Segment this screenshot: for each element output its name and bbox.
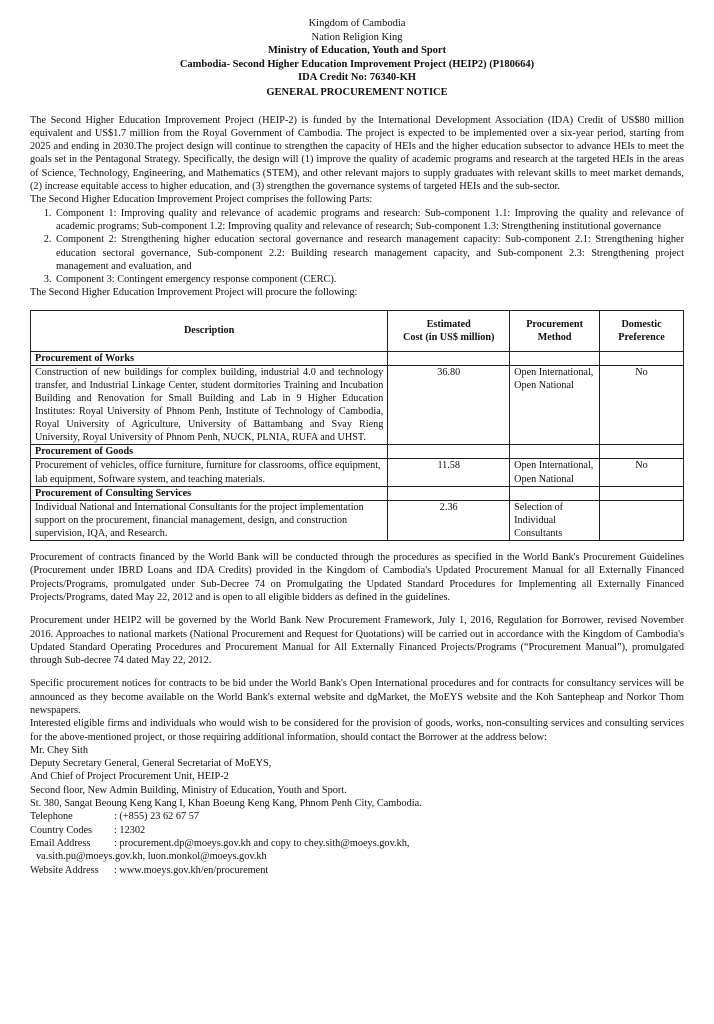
list-item: 1. Component 1: Improving quality and relevance of academic programs and research: Sub-component 1.1: Improving the quality and relevance of academic programs; Sub-component 1.2: Improving quality and relevance of research; Sub-component 1.3: Strengthening institutional governance <box>54 207 684 234</box>
specific-notices-paragraph: Specific procurement notices for contracts to be bid under the World Bank's Open International procedures and for contracts for consultancy services will be announced as they become available on the World Bank's external website and dgMarket, the MoEYS website and the Koh Santepheap and Norkor Thom newspapers. <box>30 678 684 716</box>
contact-website: Website Address : www.moeys.gov.kh/en/procurement <box>30 864 269 876</box>
section-row-consulting <box>31 486 684 500</box>
interested-paragraph: Interested eligible firms and individuals who would wish to be considered for the provision of goods, works, non-consulting services and consulting services for the above-mentioned project, or those requiring additional information, should contact the Borrower at the address below: <box>30 718 684 743</box>
col-header-preference: Domestic Preference <box>600 310 684 351</box>
page-title: GENERAL PROCUREMENT NOTICE <box>266 86 448 98</box>
parts-list <box>30 207 684 287</box>
world-bank-paragraph: Procurement of contracts financed by the World Bank will be conducted through the procedures as specified in the World Bank's Procurement Guidelines (Procurement under IBRD Loans and IDA Credits) provided in the Kingdom of Cambodia's Updated Procurement Manual for all Externally Financed Projects/Programs, promulgated under Sub-Decree 74 on Promulgating the Updated Standard Procedures for Implementing all Externally Financed Projects/Programs, dated May 22, 2012 and is open to all eligible bidders as defined in the guidelines. <box>30 552 684 603</box>
row-description: Procurement of vehicles, office furniture, furniture for classrooms, office equipment, lab equipment, Software system, and teaching materials. <box>31 459 388 486</box>
ministry-line: Ministry of Education, Youth and Sport <box>267 45 447 57</box>
contact-email: Email Address : procurement.dp@moeys.gov.kh and copy to chey.sith@moeys.gov.kh, <box>30 837 410 849</box>
contact-telephone: Telephone : (+855) 23 62 67 57 <box>30 811 200 823</box>
row-method: Selection of Individual Consultants <box>510 500 600 540</box>
table-row <box>31 365 684 445</box>
row-description: Individual National and International Consultants for the project implementation support on the procurement, financial management, design, and construction supervision, IQA, and Research. <box>31 500 388 540</box>
contact-title: And Chief of Project Procurement Unit, HEIP-2 <box>30 771 229 783</box>
contact-email-continued: va.sith.pu@moeys.gov.kh, luon.monkol@moeys.gov.kh <box>36 851 267 863</box>
motto-line: Nation Religion King <box>311 31 403 43</box>
contact-address: Second floor, New Admin Building, Ministry of Education, Youth and Sport. <box>30 784 347 796</box>
contact-block <box>30 744 684 877</box>
row-method: Open International, Open National <box>510 459 600 486</box>
parts-intro: The Second Higher Education Improvement Project comprises the following Parts: <box>30 194 373 206</box>
row-preference: No <box>600 459 684 486</box>
notice-document <box>30 17 684 877</box>
row-cost: 36.80 <box>388 365 510 445</box>
section-title: Procurement of Consulting Services <box>31 486 388 500</box>
list-item: 3. Component 3: Contingent emergency response component (CERC). <box>54 273 684 286</box>
project-line: Cambodia- Second Higher Education Improvement Project (HEIP2) (P180664) <box>179 58 535 70</box>
row-cost: 2.36 <box>388 500 510 540</box>
contact-title: Deputy Secretary General, General Secretariat of MoEYS, <box>30 758 272 770</box>
table-row <box>31 500 684 540</box>
contact-country-code: Country Codes : 12302 <box>30 824 146 836</box>
row-cost: 11.58 <box>388 459 510 486</box>
contact-address: St. 380, Sangat Beoung Keng Kang I, Khan Boeung Keng Kang, Phnom Penh City, Cambodia. <box>30 798 422 810</box>
credit-line: IDA Credit No: 76340-KH <box>298 72 416 84</box>
row-preference: No <box>600 365 684 445</box>
section-row-works <box>31 351 684 365</box>
kingdom-line: Kingdom of Cambodia <box>308 18 406 29</box>
table-header-row <box>31 310 684 351</box>
row-preference <box>600 500 684 540</box>
notice-header <box>30 17 684 100</box>
table-row <box>31 459 684 486</box>
procure-intro: The Second Higher Education Improvement Project will procure the following: <box>30 287 358 299</box>
section-title: Procurement of Goods <box>31 445 388 459</box>
col-header-cost: Estimated Cost (in US$ million) <box>388 310 510 351</box>
intro-paragraph: The Second Higher Education Improvement Project (HEIP-2) is funded by the International Development Association (IDA) Credit of US$80 million equivalent and US$1.7 million from the Royal Government of Cambodia. The project is expected to be implemented over a six-year period, starting from 2025 and ending in 2030.The project design will continue to strengthen the capacity of HEIs and the higher education subsector to advance HEIs to meet the goals set in the Pentagonal Strategy. Specifically, the design will (1) improve the quality of academic programs and research at the targeted HEIs in the areas of Science, Technology, Engineering, and Mathematics (STEM), and other relevant majors to supply graduates with relevant skills to meet market demands, (2) increase equitable access to higher education, and (3) strengthen the governance systems of targeted HEIs and the sub-sector. <box>30 114 684 193</box>
row-description: Construction of new buildings for complex building, industrial 4.0 and technology transfer, and Industrial Linkage Center, student dormitories Training and Incubation Building and Renovation for Small Building and Lab in 9 Higher Education Institutes: Royal University of Phnom Penh, Institute of Technology of Cambodia, Royal University of Agriculture, University of Battambang and Svay Rieng University, Royal University of Phnom Penh, NUCK, PLNIA, RUFA and UHST. <box>31 365 388 445</box>
col-header-method: Procurement Method <box>510 310 600 351</box>
procurement-table <box>30 310 684 541</box>
section-title: Procurement of Works <box>31 351 388 365</box>
list-item: 2. Component 2: Strengthening higher education sectoral governance and research management capacity: Sub-component 2.1: Strengthening higher education sectoral governance, Sub-component 2.2: Building research management capacity, and Sub-component 2.3: Strengthening project management and evaluation, and <box>54 233 684 273</box>
contact-name: Mr. Chey Sith <box>30 744 89 756</box>
col-header-description: Description <box>31 310 388 351</box>
framework-paragraph: Procurement under HEIP2 will be governed by the World Bank New Procurement Framework, July 1, 2016, Regulation for Borrower, revised November 2016. Approaches to national markets (National Procurement and Request for Quotations) will be carried out in accordance with the Kingdom of Cambodia's Updated Standard Operating Procedures and Procurement Manual for All Externally Financed Projects/Programs (“Procurement Manual”), promulgated through Sub-decree 74 dated May 22, 2012. <box>30 615 684 667</box>
section-row-goods <box>31 445 684 459</box>
row-method: Open International, Open National <box>510 365 600 445</box>
